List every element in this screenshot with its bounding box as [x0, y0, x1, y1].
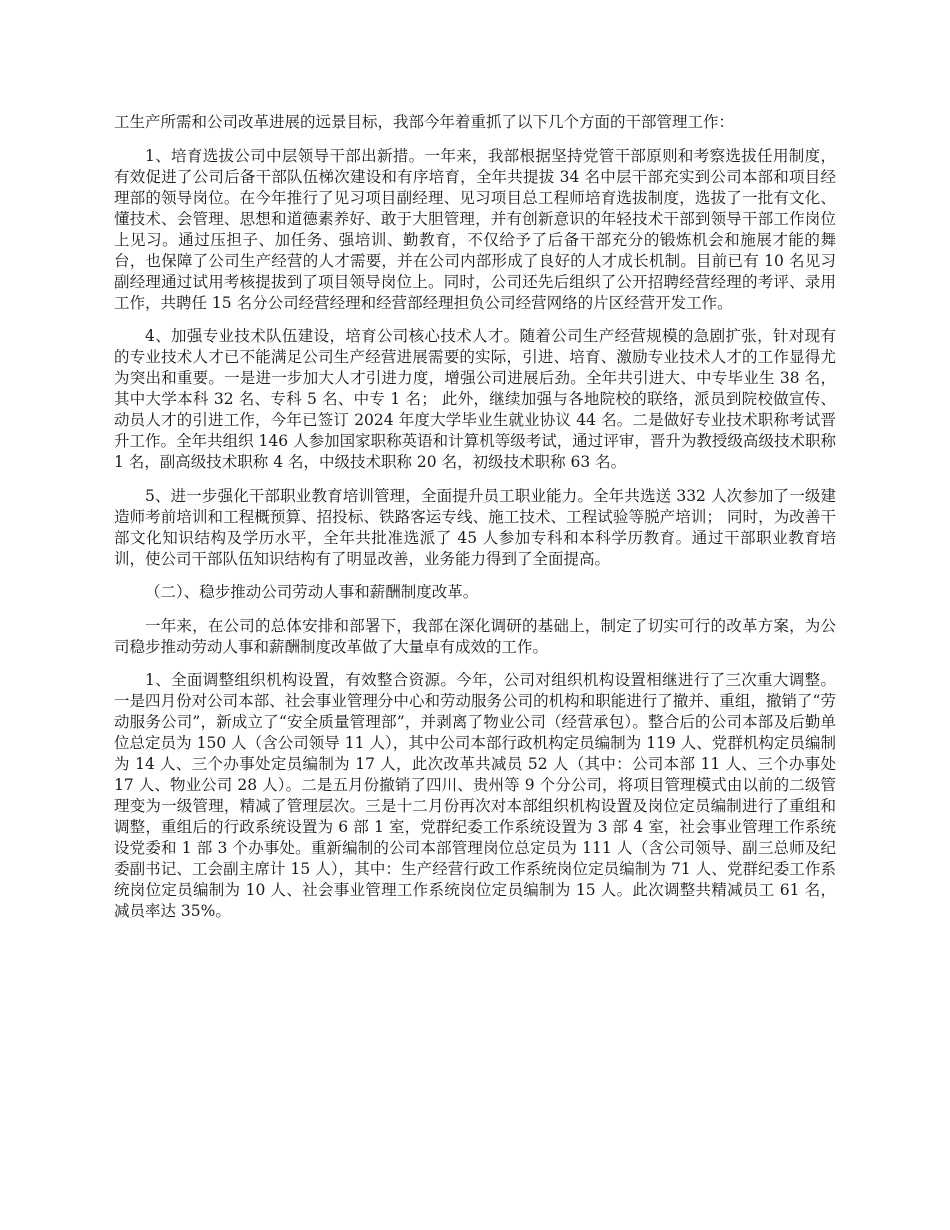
paragraph-cadre-selection: 1、培育选拔公司中层领导干部出新措。一年来，我部根据坚持党管干部原则和考察选拔任用制度，有效促进了公司后备干部队伍梯次建设和有序培育，全年共提拔 34 名中层干部充实到公司本部和项目经理部的领导岗位。在今年推行了见习项目副经理、见习项目总工程师培育选拔制度，选拔了一批有文化、懂技术、会管理、思想和道德素养好、敢于大胆管理，并有创新意识的年轻技术干部到领导干部工作岗位上见习。通过压担子、加任务、强培训、勤教育，不仅给予了后备干部充分的锻炼机会和施展才能的舞台，也保障了公司生产经营的人才需要，并在公司内部形成了良好的人才成长机制。目前已有 10 名见习副经理通过试用考核提拔到了项目领导岗位上。同时，公司还先后组织了公开招聘经营经理的考评、录用工作，共聘任 15 名分公司经营经理和经营部经理担负公司经营网络的片区经营开发工作。: [114, 146, 836, 312]
paragraph-technical-talent: 4、加强专业技术队伍建设，培育公司核心技术人才。随着公司生产经营规模的急剧扩张，针对现有的专业技术人才已不能满足公司生产经营进展需要的实际，引进、培育、激励专业技术人才的工作显得尤为突出和重要。一是进一步加大人才引进力度，增强公司进展后劲。全年共引进大、中专毕业生 38 名，其中大学本科 32 名、专科 5 名、中专 1 名； 此外，继续加强与各地院校的联络，派员到院校做宣传、动员人才的引进工作，今年已签订 2024 年度大学毕业生就业协议 44 名。二是做好专业技术职称考试晋升工作。全年共组织 146 人参加国家职称英语和计算机等级考试，通过评审，晋升为教授级高级技术职称 1 名，副高级技术职称 4 名，中级技术职称 20 名，初级技术职称 63 名。: [114, 327, 836, 471]
paragraph-reform-intro: 一年来，在公司的总体安排和部署下，我部在深化调研的基础上，制定了切实可行的改革方案，为公司稳步推动劳动人事和薪酬制度改革做了大量卓有成效的工作。: [114, 616, 836, 656]
document-body: [114, 112, 836, 935]
section-heading-reform: （二）、稳步推动公司劳动人事和薪酬制度改革。: [145, 583, 479, 601]
paragraph-organization-adjustment: 1、全面调整组织机构设置，有效整合资源。今年，公司对组织机构设置相继进行了三次重大调整。一是四月份对公司本部、社会事业管理分中心和劳动服务公司的机构和职能进行了撤并、重组，撤销了“劳动服务公司”，新成立了“安全质量管理部”，并剥离了物业公司（经营承包）。整合后的公司本部及后勤单位总定员为 150 人（含公司领导 11 人），其中公司本部行政机构定员编制为 119 人、党群机构定员编制为 14 人、三个办事处定员编制为 17 人，此次改革共减员 52 人（其中：公司本部 11 人、三个办事处 17 人、物业公司 28 人）。二是五月份撤销了四川、贵州等 9 个分公司，将项目管理模式由以前的二级管理变为一级管理，精减了管理层次。三是十二月份再次对本部组织机构设置及岗位定员编制进行了重组和调整，重组后的行政系统设置为 6 部 1 室，党群纪委工作系统设置为 3 部 4 室，社会事业管理工作系统设党委和 1 部 3 个办事处。重新编制的公司本部管理岗位总定员为 111 人（含公司领导、副三总师及纪委副书记、工会副主席计 15 人），其中：生产经营行政工作系统岗位定员编制为 71 人、党群纪委工作系统岗位定员编制为 10 人、社会事业管理工作系统岗位定员编制为 15 人。此次调整共精减员工 61 名，减员率达 35%。: [114, 671, 836, 920]
paragraph-vocational-training: 5、进一步强化干部职业教育培训管理，全面提升员工职业能力。全年共选送 332 人次参加了一级建造师考前培训和工程概预算、招投标、铁路客运专线、施工技术、工程试验等脱产培训； 同时，为改善干部文化知识结构及学历水平，全年共批准选派了 45 人参加专科和本科学历教育。通过干部职业教育培训，使公司干部队伍知识结构有了明显改善，业务能力得到了全面提高。: [114, 486, 836, 568]
paragraph-continuation: 工生产所需和公司改革进展的远景目标，我部今年着重抓了以下几个方面的干部管理工作：: [114, 113, 735, 131]
